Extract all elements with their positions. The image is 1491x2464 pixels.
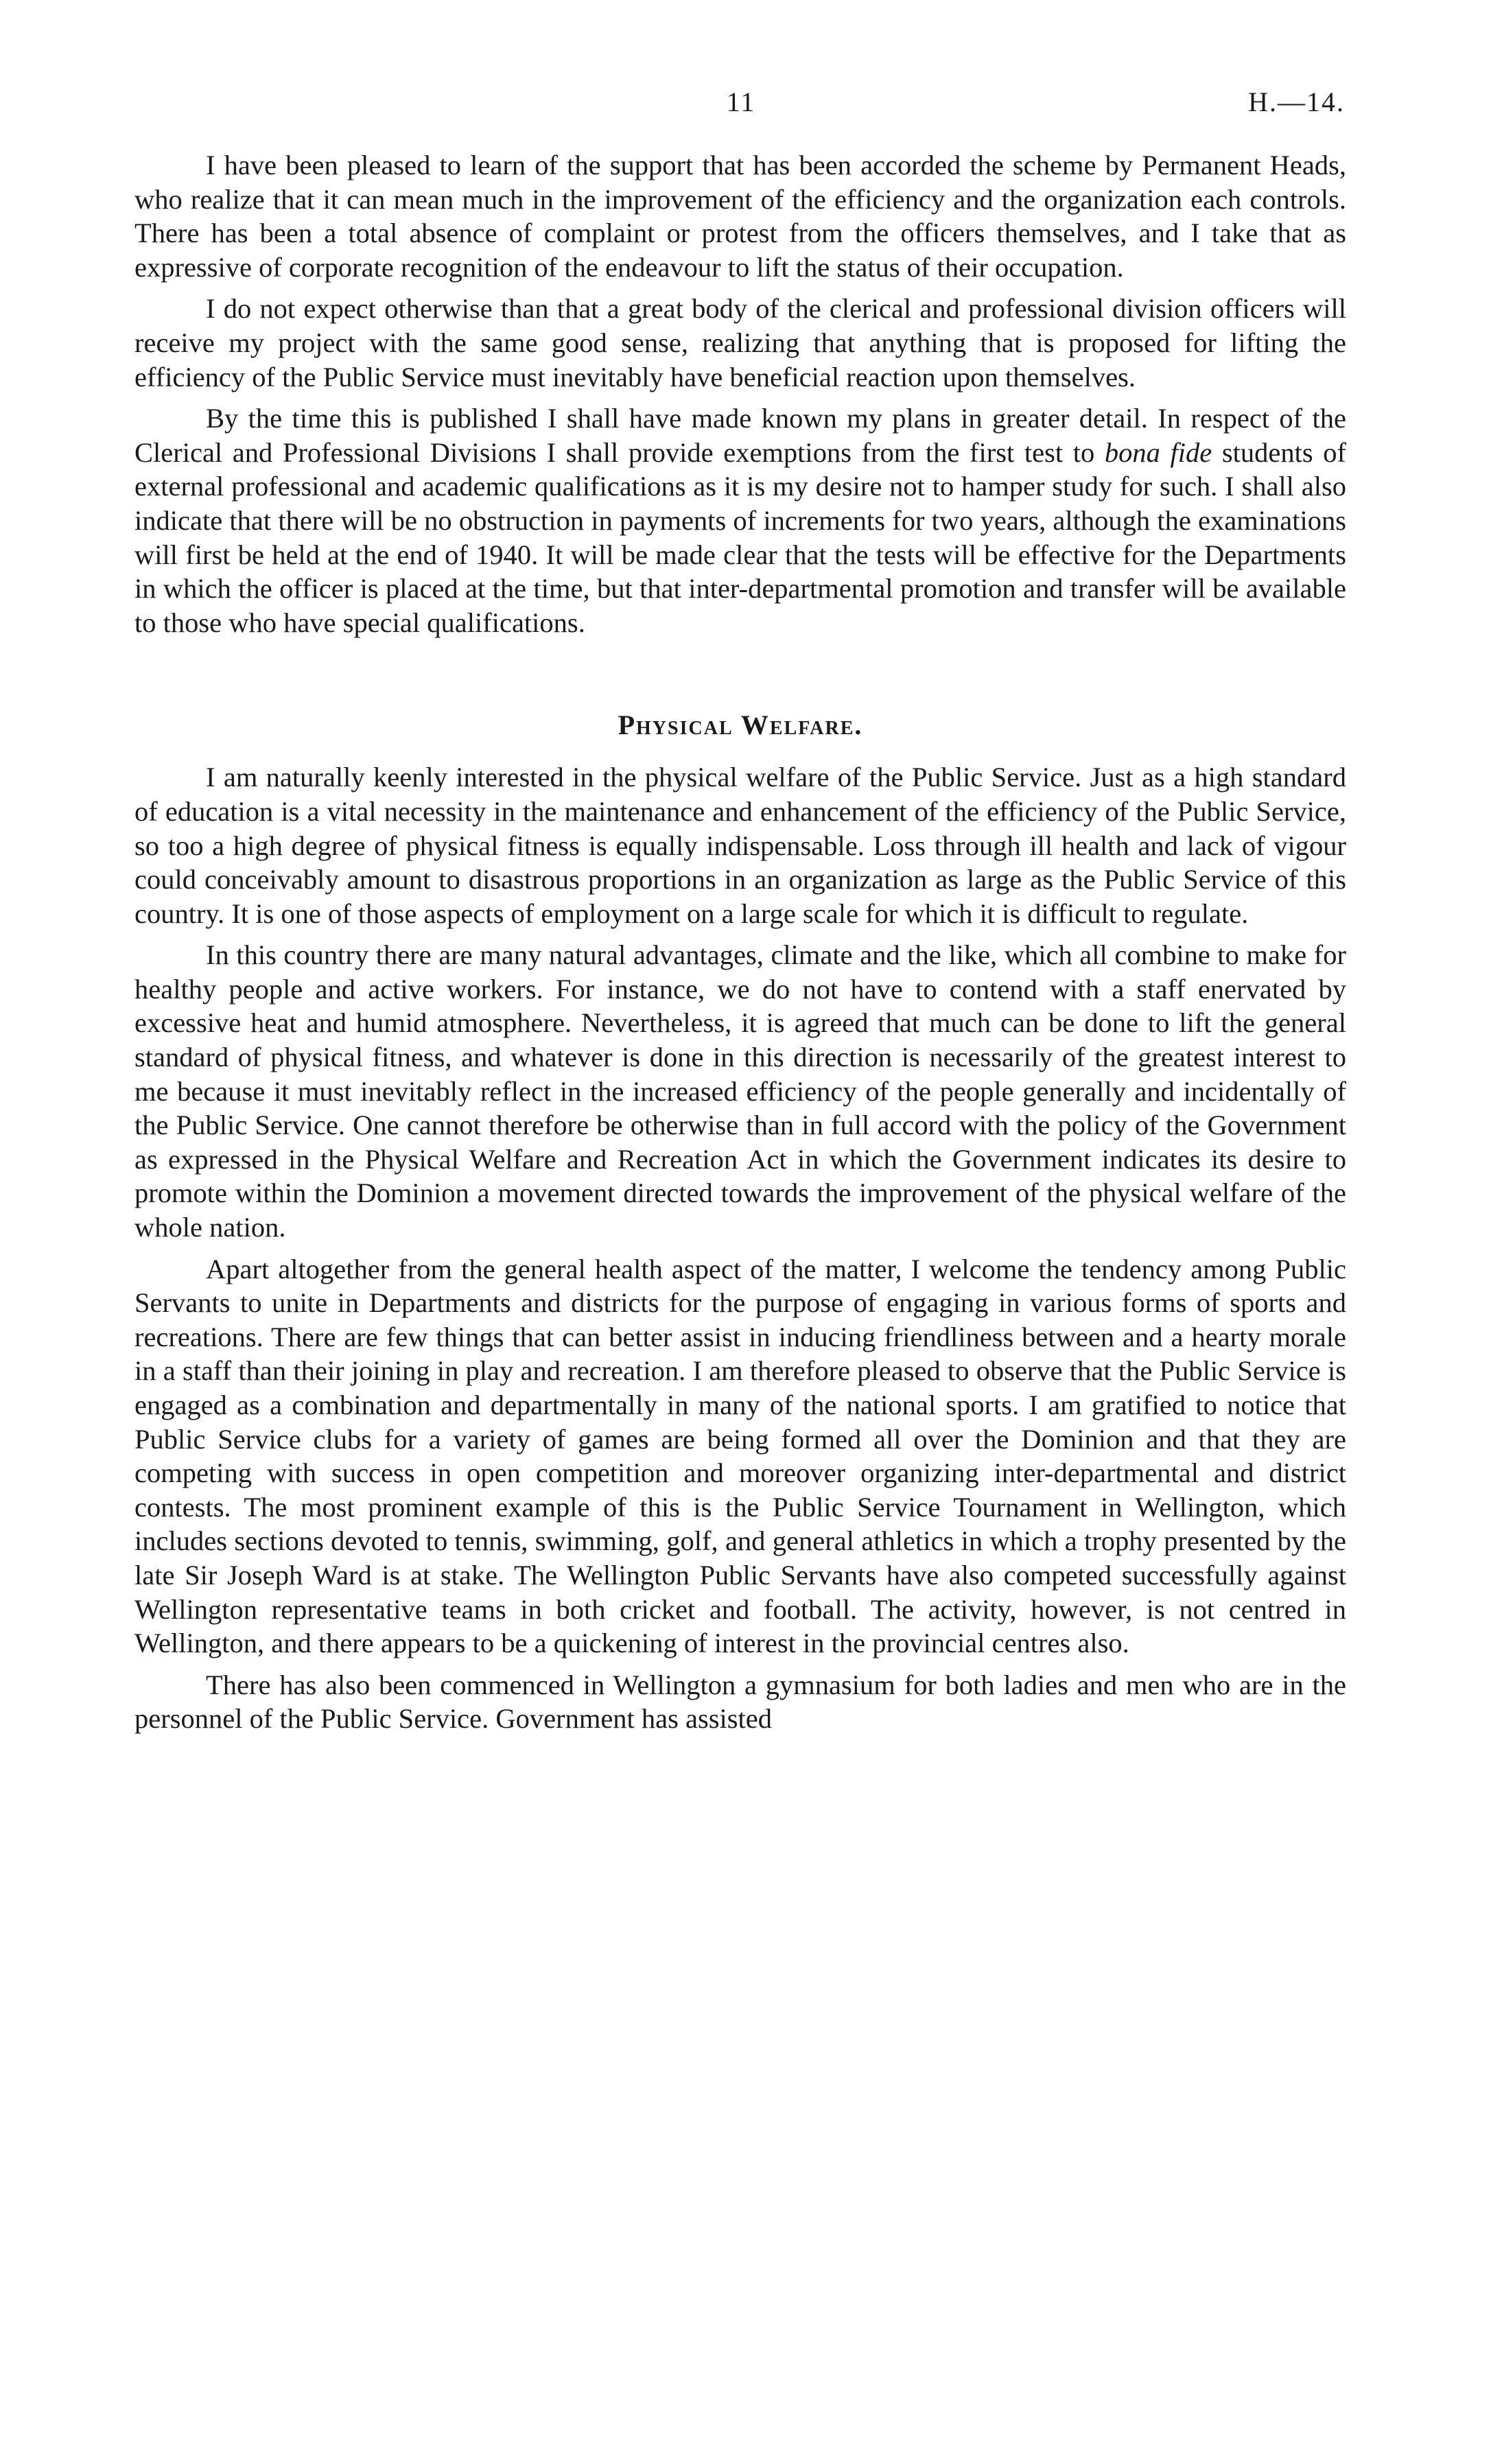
paragraph-sports-recreation: Apart altogether from the general health aspect of the matter, I welcome the tendency among Public Servants to unite in Departments and districts for the purpose of engaging in various forms of sports and recreations. There are few things that can better assist in inducing friendliness between and a hearty morale in a staff than their joining in play and recreation. I am therefore pleased to observe that the Public Service is engaged as a combination and departmentally in many of the national sports. I am gratified to notice that Public Service clubs for a variety of games are being formed all over the Dominion and that they are competing with success in open competition and moreover organizing inter-departmental and district contests. The most prominent example of this is the Public Service Tournament in Wellington, which includes sections devoted to tennis, swimming, golf, and general athletics in which a trophy presented by the late Sir Joseph Ward is at stake. The Wellington Public Servants have also competed successfully against Wellington representative teams in both cricket and football. The activity, however, is not centred in Wellington, and there appears to be a quickening of interest in the provincial centres also. [134, 1253, 1346, 1659]
paragraph-clerical-division: I do not expect otherwise than that a great body of the clerical and professional division officers will receive my project with the same good sense, realizing that anything that is proposed for lifting the efficiency of the Public Service must inevitably have beneficial reaction upon themselves. [134, 293, 1346, 392]
paragraph-plans-detail-part-b: students of external professional and academic qualifications as it is my desire not to hamper study for such. I shall also indicate that there will be no obstruction in payments of increments for two years, although the examinations will first be held at the end of 1940. It will be made clear that the tests will be effective for the Departments in which the officer is placed at the time, but that inter-departmental promotion and transfer will be available to those who have special qualifications. [134, 436, 1346, 638]
paragraph-plans-detail-part-a: By the time this is published I shall have made known my plans in greater detail. In respect of the Clerical and Professional Divisions I shall provide exemptions from the first test to [134, 403, 1346, 468]
paragraph-physical-welfare-interest: I am naturally keenly interested in the physical welfare of the Public Service. Just as a high standard of education is a vital necessity in the maintenance and enhancement of the efficiency of the Public Service, so too a high degree of physical fitness is equally indispensable. Loss through ill health and lack of vigour could conceivably amount to disastrous proportions in an organization as large as the Public Service of this country. It is one of those aspects of employment on a large scale for which it is difficult to regulate. [134, 762, 1346, 929]
document-reference: H.—14. [1248, 86, 1345, 117]
paragraph-scheme-support: I have been pleased to learn of the support that has been accorded the scheme by Permanent Heads, who realize that it can mean much in the improvement of the efficiency and the organization each controls. There has been a total absence of complaint or protest from the officers themselves, and I take that as expressive of corporate recognition of the endeavour to lift the status of their occupation. [134, 150, 1346, 283]
paragraph-plans-detail [134, 401, 1346, 640]
page-header [137, 86, 1345, 127]
italic-bona-fide: bona fide [1104, 436, 1212, 468]
section-heading-physical-welfare: Physical Welfare. [618, 709, 863, 741]
body-text [134, 148, 1346, 1744]
paragraph-gymnasium: There has also been commenced in Wellington a gymnasium for both ladies and men who are in the personnel of the Public Service. Government has assisted [134, 1669, 1346, 1735]
paragraph-natural-advantages: In this country there are many natural advantages, climate and the like, which all combine to make for healthy people and active workers. For instance, we do not have to contend with a staff enervated by excessive heat and humid atmosphere. Nevertheless, it is agreed that much can be done to lift the general standard of physical fitness, and whatever is done in this direction is necessarily of the greatest interest to me because it must inevitably reflect in the increased efficiency of the people generally and incidentally of the Public Service. One cannot therefore be otherwise than in full accord with the policy of the Government as expressed in the Physical Welfare and Recreation Act in which the Government indicates its desire to promote within the Dominion a movement directed towards the improvement of the physical welfare of the whole nation. [134, 939, 1346, 1243]
page-number: 11 [726, 86, 756, 117]
